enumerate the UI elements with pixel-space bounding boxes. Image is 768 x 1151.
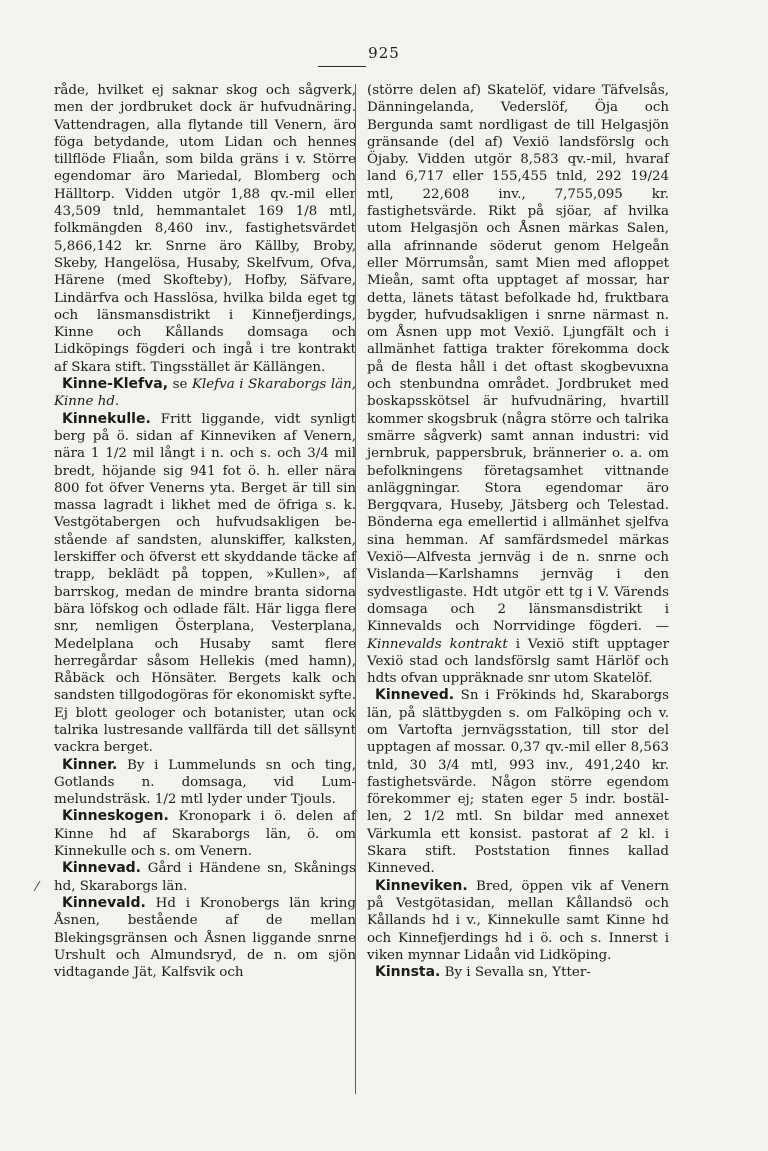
headword: Kinnevald. — [62, 894, 146, 911]
entry-text: By i Lummelunds sn och ting, Gotlands n. domsaga, vid Lummelundsträsk. 1/2 mtl lyder under Tjouls. — [54, 757, 356, 808]
headword: Kinneved. — [375, 687, 455, 704]
left-column — [54, 82, 356, 981]
entry-text: Bred, öppen vik af Venern på Vestgötasidan, mellan Kållandsö och Kållands hd i v., Kinnekulle samt Kinne hd och Kinnefjerdings hd i ö. och s. Innerst i viken mynnar Lidaån vid Lidköping. — [367, 878, 669, 963]
headword: Kinner. — [62, 756, 118, 773]
pencil-margin-mark — [33, 880, 41, 892]
entry-kinnevad — [54, 860, 356, 895]
cross-reference: Klefva i Skaraborgs län, Kinne hd. — [54, 377, 356, 410]
entry-text: Sn i Frökinds hd, Skaraborgs län, på slättbygden s. om Falköping och v. om Vartofta jernvägsstation, till stor del upptagen af mossar. 0,37 qv.-mil eller 8,563 tnld, 30 3/4 mtl, 993 inv., 491,240 kr. fastighetsvärde. Någon större egendom förekommer ej; staten eger 5 indr. boställen, 2 1/2 mtl. Sn bildar med annexet Värkumla ett konsist. pastorat af 2 kl. i Skara stift. Poststation finnes kallad Kinneved. — [367, 688, 669, 877]
right-column — [367, 82, 669, 981]
continued-entry-text: råde, hvilket ej saknar skog och sågverk, men der jordbruket dock är hufvudnäring. Vattendragen, alla flytande till Venern, äro föga betydande, utom Lidan och hennes tillflöde Fliaån, som bilda gräns i v. Större egendomar äro Mariedal, Blomberg och Hälltorp. Vidden utgör 1,88 qv.-mil eller 43,509 tnld, hemmantalet 169 1/8 mtl, folkmängden 8,460 inv., fastighetsvärdet 5,866,142 kr. Snrne äro Källby, Broby, Skeby, Hangelösa, Husaby, Skelfvum, Ofva, Härene (med Skofteby), Hofby, Säfvare, Lindärfva och Hasslösa, hvilka bilda eget tg och länsmansdistrikt i Kinnefjerdings, Kinne och Kållands domsaga och Lidköpings fögderi och ingå i tre kontrakt af Skara stift. Tingsstället är Källängen. — [54, 83, 356, 375]
page-number: 925 — [368, 44, 400, 62]
headword: Kinnevad. — [62, 860, 141, 877]
entry-text: Fritt liggande, vidt synligt berg på ö. sidan af Kinneviken af Venern, nära 1 1/2 mil långt i n. och s. och 3/4 mil bredt, höjande sig 941 fot ö. h. eller nära 800 fot öfver Venerns yta. Berget är till sin massa lagradt i likhet med de öfriga s. k. Vestgötabergen och hufvudsakligen bestående af sandsten, alunskiffer, kalksten, lerskiffer och öfverst ett skyddande täcke af trapp, beklädt på toppen, »Kullen», af barrskog, medan de mindre branta sidorna bära löfskog och odlade fält. Här ligga flere snr, nemligen Österplana, Vesterplana, Medelplana och Husaby samt flere herregårdar såsom Hellekis (med hamn), Råbäck och Hönsäter. Bergets kalk och sandsten tillgodogöras för ekonomiskt syfte. Ej blott geologer och botanister, utan ock talrika lustresande vallfärda till det sällsynt vackra berget. — [54, 411, 356, 756]
entry-text: By i Sevalla sn, Ytter- — [440, 965, 591, 981]
page-number-rule — [318, 66, 366, 67]
continued-entry-text — [367, 82, 669, 687]
entry-text: (större delen af) Skatelöf, vidare Täfvelsås, Dänningelanda, Vederslöf, Öja och Bergunda samt nordligast de till Helgasjön gränsande (del af) Vexiö landsförslg och Öjaby. Vidden utgör 8,583 qv.-mil, hvaraf land 6,717 eller 155,455 tnld, 292 19/24 mtl, 22,608 inv., 7,755,095 kr. fastighetsvärde. Rikt på sjöar, af hvilka utom Helgasjön och Åsnen märkas Salen, alla afrinnande söderut genom Helgeån eller Mörrumsån, samt Mien med afloppet Mieån, samt ofta upptaget af mossar, har detta, länets tätast befolkade hd, fruktbara bygder, hufvudsakligen i snrne närmast n. om Åsnen upp mot Vexiö. Ljungfält och i allmänhet fattiga trakter förekomma dock på de flesta håll i det oftast skogbevuxna och stenbundna området. Jordbruket med boskapsskötsel är hufvudnäring, hvartill kommer skogsbruk (några större och talrika smärre sågverk) samt annan industri: vid jernbruk, pappersbruk, brännerier o. a. om befolkningens företagsamhet vittnande anläggningar. Stora egendomar äro Bergqvara, Huseby, Jätsberg och Telestad. Bönderna ega emellertid i allmänhet sjelfva sina hemman. Af samfärdsmedel märkas Vexiö—Alfvesta jernväg i de n. snrne och Vislanda—Karlshamns jernväg i den sydvestligaste. Hdt utgör ett tg i V. Värends domsaga och 2 länsmansdistrikt i Kinnevalds och Norrvidinge fögderi. — — [367, 83, 669, 635]
italic-term: Kinnevalds kontrakt — [367, 636, 508, 652]
entry-text: se — [168, 377, 192, 393]
entry-kinnsta — [367, 964, 669, 981]
entry-text: Gård i Händene sn, Skånings hd, Skaraborgs län. — [54, 861, 356, 894]
entry-kinnekulle — [54, 411, 356, 757]
entry-kinne-klefva — [54, 376, 356, 411]
column-divider — [355, 84, 356, 1094]
entry-kinneved — [367, 687, 669, 877]
entry-kinnevald — [54, 895, 356, 981]
headword: Kinneviken. — [375, 877, 468, 894]
headword: Kinne-Klefva, — [62, 376, 169, 393]
entry-kinneskogen — [54, 808, 356, 860]
headword: Kinnekulle. — [62, 410, 151, 427]
entry-text-tail: i Vexiö stift upptager Vexiö stad och landsförslg samt Härlöf och hdts ofvan uppräknade snr utom Skatelöf. — [367, 636, 669, 687]
entry-kinneviken — [367, 878, 669, 964]
headword: Kinnsta. — [375, 964, 441, 981]
headword: Kinneskogen. — [62, 808, 169, 825]
entry-kinner — [54, 757, 356, 809]
entry-text: Kronopark i ö. delen af Kinne hd af Skaraborgs län, ö. om Kinnekulle och s. om Venern. — [54, 809, 356, 860]
entry-text: Hd i Kronobergs län kring Åsnen, bestående af de mellan Blekingsgränsen och Åsnen liggande snrne Urshult och Almundsryd, de n. om sjön vidtagande Jät, Kalfsvik och — [54, 895, 356, 981]
